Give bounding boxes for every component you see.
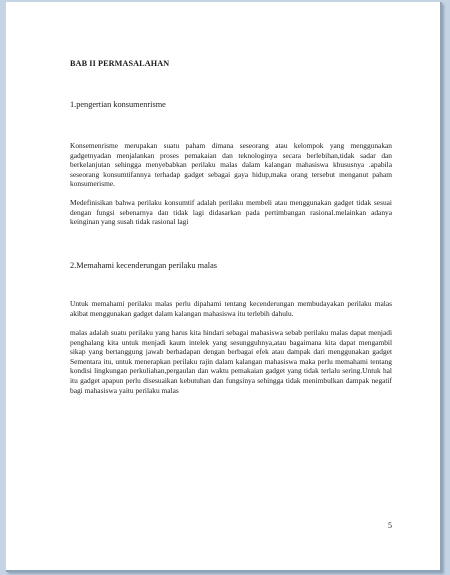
document-page xyxy=(6,2,442,572)
chapter-name: PERMASALAHAN xyxy=(98,59,170,68)
page-number: 5 xyxy=(388,521,392,530)
section-heading-2: 2.Memahami kecenderungan perilaku malas xyxy=(70,261,217,270)
section-1-paragraph-2: Medefinisikan bahwa perilaku konsumtif adalah perilaku membeli atau menggunakan gadget tidak sesuai dengan fungsi sebenarnya dan tidak lagi didasarkan pada pertimbangan rasional.melainkan adanya keinginan yang susah tidak rasional lagi xyxy=(70,198,392,227)
section-2-paragraph-2: malas adalah suatu perilaku yang harus kita hindari sebagai mahasiswa sebab perilaku malas dapat menjadi penghalang kita untuk menjadi kaum intelek yang sesungguhnya,atau bagaimana kita dapat mengambil sikap yang bertanggung jawab berhadapan dengan berbagai efek atau dampak dari menggunakan gadget Sementara itu, untuk menerapkan perilaku rajin dalam kalangan mahasiswa maka perlu memahami tentang kondisi lingkungan perkuliahan,pergaulan dan waktu pemakaian gadget yang tidak terlalu sering.Untuk hal itu gadget apapun perlu disesuaikan kebutuhan dan fungsinya sehingga tidak menimbulkan dampak negatif bagi mahasiswa yaitu perilaku malas xyxy=(70,328,392,395)
section-1-paragraph-1: Konsemenrisme merupakan suatu paham dimana seseorang atau kelompok yang menggunakan gadgetnyadan menjalankan proses pemakaian dan teknologinya secara berlebihan,tidak sadar dan berkelanjutan sehingga menyebabkan perilaku malas dalam kalangan mahasiswa khususnya .apabila seseorang konsumtifannya terhadap gadget sebagai gaya hidup,maka orang tersebut menganut paham konsumerisme. xyxy=(70,141,392,189)
chapter-title xyxy=(70,59,169,68)
chapter-number: BAB II xyxy=(70,59,96,68)
section-heading-1: 1.pengertian konsumenrisme xyxy=(70,100,166,109)
section-2-paragraph-1: Untuk memahami perilaku malas perlu dipahami tentang kecenderungan membudayakan perilaku malas akibat menggunakan gadget dalam kalangan mahasiswa itu terlebih dahulu. xyxy=(70,299,392,318)
